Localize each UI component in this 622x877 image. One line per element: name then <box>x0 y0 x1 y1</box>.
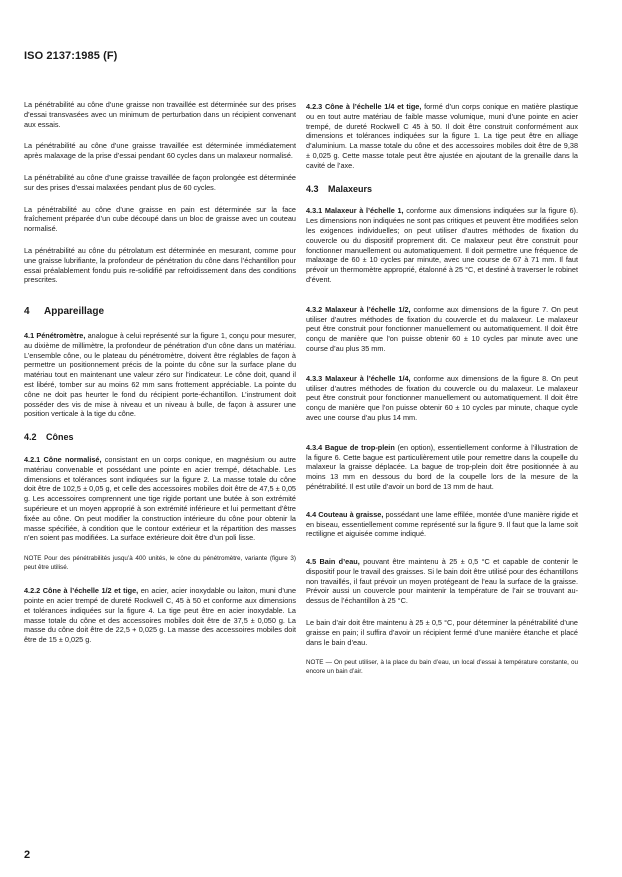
page-number: 2 <box>24 849 31 861</box>
section-4-2-heading: 4.2 Cônes <box>24 432 74 443</box>
section-4-heading: 4 Appareillage <box>24 306 105 318</box>
section-4-3-heading: 4.3 Malaxeurs <box>306 183 373 194</box>
section-4-4: 4.4 Couteau à graisse, possédant une lame effilée, montée d’une manière rigide et en biseau, essentiellement comme représenté sur la figure 9. Il faut que la lame soit rectiligne et aiguisée comme indiqué. <box>306 509 578 539</box>
section-4-3-2: 4.3.2 Malaxeur à l’échelle 1/2, conforme aux dimensions de la figure 7. On peut utiliser d’autres méthodes de fixation du couvercle et du malaxeur. Le malaxeur peut être construit pour fonctionner manuellement ou automatiquement. Il doit être conçu de manière que l’on puisse obtenir 60 ± 10 cycles par minute avec une course d’au plus 35 mm. <box>306 304 578 353</box>
paragraph-worked: La pénétrabilité au cône d’une graisse travaillée est déterminée immédiatement après malaxage de la prise d’essai pendant 60 cycles dans un malaxeur normalisé. <box>24 141 296 161</box>
paragraph-block: La pénétrabilité au cône d’une graisse en pain est déterminée sur la face fraîchement préparée d’un cube découpé dans un bloc de graisse avec un couteau normalisé. <box>24 204 296 234</box>
section-4-2-2: 4.2.2 Cône à l’échelle 1/2 et tige, en acier, acier inoxydable ou laiton, muni d’une pointe en acier trempé de dureté Rockwell C, 45 à 50 et conforme aux dimensions et tolérances indiquées sur la figure 4. La tige peut être en acier inoxydable. La masse totale du cône et des accessoires mobiles doit être de 37,5 ± 0,050 g. La masse du cône doit être de 22,5 + 0,025 g. La masse des accessoires mobiles doit être de 15 ± 0,025 g. <box>24 586 297 645</box>
section-4-2-3: 4.2.3 Cône à l’échelle 1/4 et tige, formé d’un corps conique en matière plastique ou en tout autre matériau de faible masse volumique, muni d’une pointe en acier trempé, de dureté Rockwell C 45 à 50. Il doit être construit conformément aux dimensions et tolérances indiquées sur la figure 1. La tige peut être en alliage d’aluminium. La masse totale du cône et des accessoires mobiles doit être de 9,38 ± 0,025 g. Cette masse totale peut être ajustée en ajoutant de la grenaille dans la cavité de l’axe. <box>306 102 578 170</box>
section-4-5: 4.5 Bain d’eau, pouvant être maintenu à 25 ± 0,5 °C et capable de contenir le dispositif pour le travail des graisses. Si le bain doit être utilisé pour des échantillons non travaillés, il faut prévoir un moyen protégeant de l’eau la surface de la graisse. Prévoir aussi un couvercle pour maintenir la température de l’air se trouvant au-dessus de l’échantillon à 25 °C. <box>306 557 578 606</box>
paragraph-air-bath: Le bain d’air doit être maintenu à 25 ± 0,5 °C, pour déterminer la pénétrabilité d’une graisse en pain; il suffira d’avoir un récipient fermé d’une manière étanche et placé dans le bain d’eau. <box>306 618 578 647</box>
paragraph-unworked: La pénétrabilité au cône d’une graisse non travaillée est déterminée sur des prises d’essai transvasées avec un minimum de perturbation dans un récipient convenant aux essais. <box>24 100 296 129</box>
section-4-1: 4.1 Pénétromètre, analogue à celui représenté sur la figure 1, conçu pour mesurer, au dixième de millimètre, la profondeur de pénétration d’un cône dans un matériau. L’ensemble cône, ou le plateau du pénétromètre, doivent être réglables de façon à permettre un positionnement précis de la pointe du cône sur la surface plane du matériau tout en maintenant une valeur zéro sur l’indicateur. Le cône doit, quand il est libéré, tomber sur au moins 62 mm sans frottement appréciable. La pointe du cône ne doit pas heurter le fond du récipient porte-échantillon. L’instrument doit posséder des vis de mise à niveau et un niveau à bulle, de façon à assurer une position verticale à la tige du cône. <box>24 330 296 419</box>
left-column <box>24 100 296 657</box>
section-4-3-4: 4.3.4 Bague de trop-plein (en option), essentiellement conforme à l’illustration de la figure 6. Cette bague est particulièrement utile pour remettre dans la coupelle du malaxeur la graisse déplacée. La bague de trop-plein doit être positionnée à au moins 13 mm en dessous du bord de la coupelle lors de la mesure de la pénétrabilité. Il est utile d’avoir un bord de 13 mm de haut. <box>306 442 578 491</box>
note-water-bath: NOTE — On peut utiliser, à la place du bain d’eau, un local d’essai à température constante, ou encore un bain d’air. <box>306 659 578 676</box>
note-penetrometer: NOTE Pour des pénétrabilités jusqu’à 400 unités, le cône du pénétromètre, variante (figure 3) peut être utilisé. <box>24 555 296 571</box>
right-column <box>306 102 578 691</box>
paragraph-prolonged: La pénétrabilité au cône d’une graisse travaillée de façon prolongée est déterminée sur des prises d’essai malaxées pendant plus de 60 cycles. <box>24 172 296 192</box>
document-header: ISO 2137:1985 (F) <box>24 50 118 62</box>
section-4-3-3: 4.3.3 Malaxeur à l’échelle 1/4, conforme aux dimensions de la figure 8. On peut utiliser d’autres méthodes de fixation du couvercle ou du malaxeur. Le malaxeur peut être construit pour fonctionner manuellement ou automatiquement. Il doit être conçu de manière que l’on puisse obtenir 60 ± 10 cycles par minute, chaque cycle avec une course d’au plus 14 mm. <box>306 373 578 422</box>
paragraph-petrolatum: La pénétrabilité au cône du pétrolatum est déterminée en mesurant, comme pour une graisse lubrifiante, la profondeur de pénétration du cône dans l’échantillon pour essai préalablement fondu puis re-solidifié par refroidissement dans des conditions prescrites. <box>24 245 296 285</box>
section-4-3-1: 4.3.1 Malaxeur à l’échelle 1, conforme aux dimensions indiquées sur la figure 6). Les dimensions non indiquées ne sont pas critiques et peuvent être modifiées selon les exigences individuelles; on peut utiliser d’autres méthodes de fixation du couvercle ou du dispositif proprement dit. Ce malaxeur peut être construit pour fonctionner manuellement ou automatiquement. Il doit permettre une fréquence de malaxage de 60 ± 10 cycles par minute, avec une course de 67 à 71 mm. Il faut prévoir un thermomètre approprié, étalonné à 25 °C, et destiné à traverser le robinet d’évent. <box>306 206 579 284</box>
section-4-2-1: 4.2.1 Cône normalisé, consistant en un corps conique, en magnésium ou autre matériau convenable et possédant une pointe en acier trempé, détachable. Les dimensions et tolérances sont indiquées sur la figure 2. La masse totale du cône doit être de 102,5 ± 0,05 g, et celle des accessoires mobiles doit être de 47,5 ± 0,05 g. Les accessoires comprennent une tige rigide portant une butée à son extrémité supérieure et un moyen approprié à son extrémité inférieure et lui permettant d’être fixée au cône. On peut modifier la construction intérieure du cône pour obtenir la masse spécifiée, à condition que le contour extérieur et la répartition des masses n’en soient pas modifiées. La surface extérieure doit être d’un poli lisse. <box>24 454 296 543</box>
